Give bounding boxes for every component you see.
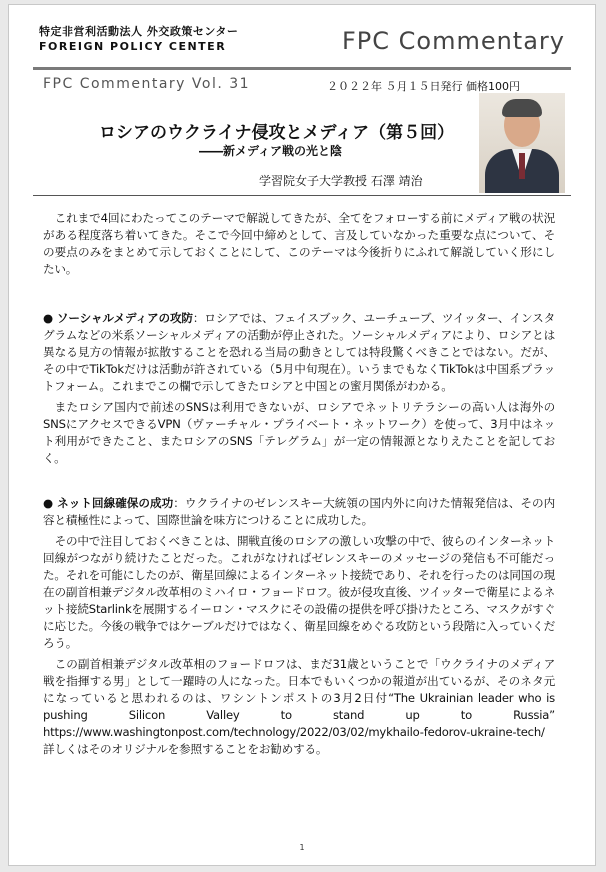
paragraph: この副首相兼デジタル改革相のフョードロフは、まだ31歳ということで「ウクライナのメディア戦を指揮する男」として一躍時の人になった。日本でもいくつかの報道が出ているが、そのネタ元になっていると思われるのは、ワシントンポストの3月2日付“The Ukrainian leader who is pushing Silicon Valley to stand up to Russia” https://www.washingtonpost.com/technology/2022/03/02/mykhailo-fedorov-ukraine-tech/ 詳しくはそのオリジナルを参照することをお勧めする。 — [43, 657, 555, 756]
header-rule — [33, 67, 571, 70]
brand-title: FPC Commentary — [341, 27, 565, 55]
section-heading: ● ソーシャルメディアの攻防 — [43, 311, 193, 325]
document-page — [8, 4, 596, 866]
article-title: ロシアのウクライナ侵攻とメディア（第５回） — [99, 123, 455, 143]
author-line: 学習院女子大学教授 石澤 靖治 — [259, 174, 423, 188]
photo-hair — [502, 99, 542, 117]
intro-paragraph: これまで4回にわたってこのテーマで解説してきたが、全てをフォローする前にメディア戦の状況がある程度落ち着いてきた。そこで今回中締めとして、言及していなかった重要な点について、その要点のみをまとめて示しておくことにして、このテーマは今後折りにふれて解説していく形にしたい。 — [43, 211, 555, 276]
section-heading: ● ネット回線確保の成功 — [43, 496, 174, 510]
section-text: ：ウクライナのゼレンスキー大統領の国内外に向けた情報発信は、その内容と積極性によって、国際世論を味方につけることに成功した。 — [43, 496, 555, 527]
article-body — [43, 210, 555, 758]
org-name-en: FOREIGN POLICY CENTER — [39, 40, 227, 53]
paragraph: その中で注目しておくべきことは、開戦直後のロシアの激しい攻撃の中で、彼らのインターネット回線がつながり続けたことだった。これがなければゼレンスキーのメッセージの発信も不可能だった。それを可能にしたのが、衛星回線によるインターネット接続であり、それを行ったのは同国の現在の副首相兼デジタル改革相のミハイロ・フョードロフ。彼が侵攻直後、ツイッターで衛星によるネット接続Starlinkを展開するイーロン・マスクにその設備の提供を呼び掛けたところ、マスクがすぐに応じた。今後の戦争ではケーブルだけではなく、衛星回線をめぐる攻防という段階に入っていくだろう。 — [43, 534, 555, 650]
author-photo — [479, 93, 565, 193]
section-network — [43, 495, 555, 529]
publication-info: ２０２２年 ５月１５日発行 価格100円 — [327, 80, 520, 93]
paragraph: またロシア国内で前述のSNSは利用できないが、ロシアでネットリテラシーの高い人は海外のSNSにアクセスできるVPN（ヴァーチャル・プライベート・ネットワーク）を使って、3月中はネット利用ができたこと、またロシアのSNS「テレグラム」が一定の情報源となりえたことを記しておく。 — [43, 400, 555, 465]
section-text: ：ロシアでは、フェイスブック、ユーチューブ、ツイッター、インスタグラムなどの米系ソーシャルメディアの活動が停止された。ソーシャルメディアにより、ロシアとは異なる見方の情報が拡散することを恐れる当局の動きとしては特段驚くべきことではない。だが、その中でTikTokだけは活動が許されている（5月中旬現在）。いうまでもなくTikTokは中国系プラットフォーム。これまでこの欄で示してきたロシアと中国との蜜月関係がわかる。 — [43, 311, 555, 393]
title-rule — [33, 195, 571, 196]
org-name-jp: 特定非営利活動法人 外交政策センター — [39, 25, 239, 38]
article-subtitle: ――新メディア戦の光と陰 — [199, 144, 343, 158]
volume-label: FPC Commentary Vol. 31 — [43, 76, 251, 92]
page-number: 1 — [299, 843, 305, 852]
photo-tie — [519, 153, 525, 179]
section-social-media — [43, 310, 555, 395]
